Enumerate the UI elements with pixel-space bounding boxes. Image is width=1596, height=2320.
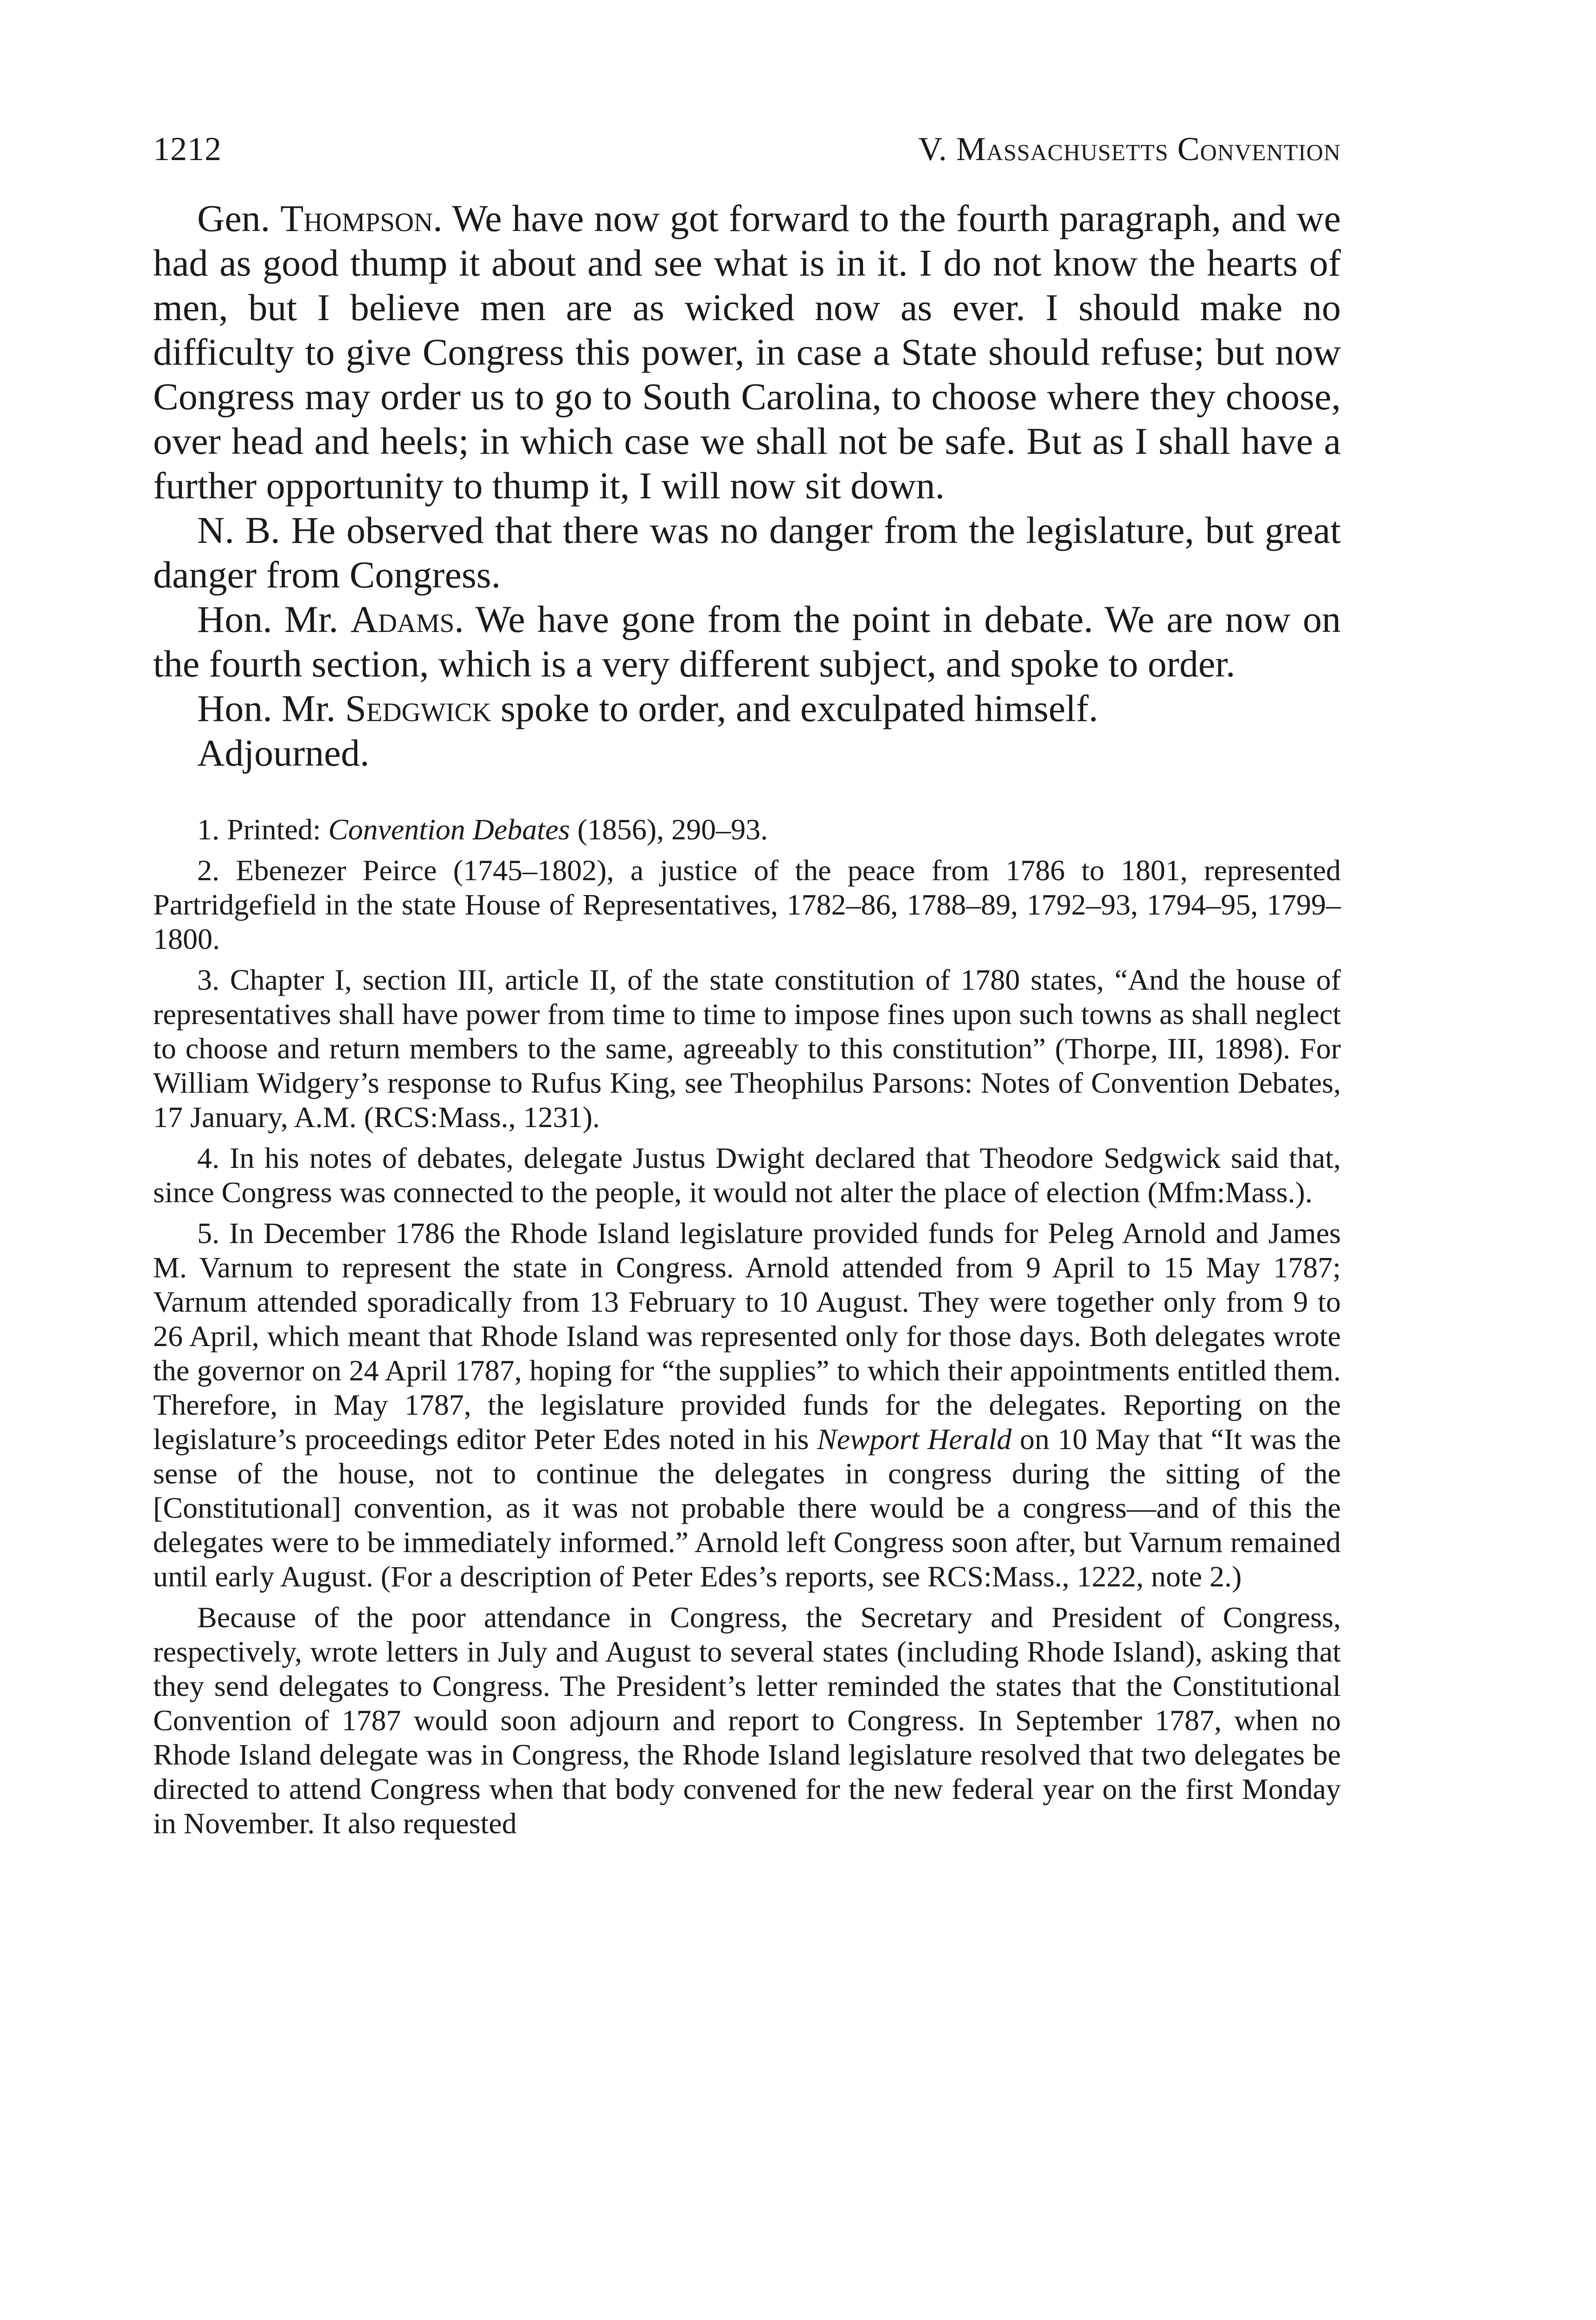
running-head [153,130,1341,168]
speaker-name: Adams [350,598,455,640]
footnote-5: 5. In December 1786 the Rhode Island legislature provided funds for Peleg Arnold and James M. Varnum to represent the state in Congress. Arnold attended from 9 April to 15 May 1787; Varnum attended sporadically from 13 February to 10 August. They were together only from 9 to 26 April, which meant that Rhode Island was represented only for those days. Both delegates wrote the governor on 24 April 1787, hoping for “the supplies” to which their appointments entitled them. Therefore, in May 1787, the legislature provided funds for the delegates. Reporting on the legislature’s proceedings editor Peter Edes noted in his Newport Herald on 10 May that “It was the sense of the house, not to continue the delegates in congress during the sitting of the [Constitutional] convention, as it was not probable there would be a congress—and of this the delegates were to be immediately informed.” Arnold left Congress soon after, but Varnum remained until early August. (For a description of Peter Edes’s reports, see RCS:Mass., 1222, note 2.) [153,1217,1341,1593]
footnotes [153,812,1341,1841]
footnote-3: 3. Chapter I, section III, article II, of the state constitution of 1780 states, “And the house of representatives shall have power from time to time to impose fines upon such towns as shall neglect to choose and return members to the same, agreeably to this constitution” (Thorpe, III, 1898). For William Widgery’s response to Rufus King, see Theophilus Parsons: Notes of Convention Debates, 17 January, A.M. (RCS:Mass., 1231). [153,963,1341,1134]
paragraph-adjourned: Adjourned. [197,732,370,774]
paragraph-adams: Hon. Mr. Adams. We have gone from the point in debate. We are now on the fourth section, which is a very different subject, and spoke to order. [153,598,1341,685]
footnote-5-continued: Because of the poor attendance in Congress, the Secretary and President of Congress, respectively, wrote letters in July and August to several states (including Rhode Island), asking that they send delegates to Congress. The President’s letter reminded the states that the Constitutional Convention of 1787 would soon adjourn and report to Congress. In September 1787, when no Rhode Island delegate was in Congress, the Rhode Island legislature resolved that two delegates be directed to attend Congress when that body convened for the new federal year on the first Monday in November. It also requested [153,1601,1341,1840]
paragraph-nb: N. B. He observed that there was no danger from the legislature, but great danger from Congress. [153,509,1341,596]
paragraph-sedgwick: Hon. Mr. Sedgwick spoke to order, and exculpated himself. [197,687,1098,729]
speaker-name: Thompson [280,197,433,239]
paragraph-thompson: Gen. Thompson. We have now got forward to the fourth paragraph, and we had as good thump it about and see what is in it. I do not know the hearts of men, but I believe men are as wicked now as ever. I should make no difficulty to give Congress this power, in case a State should refuse; but now Congress may order us to go to South Carolina, to choose where they choose, over head and heels; in which case we shall not be safe. But as I shall have a further opportunity to thump it, I will now sit down. [153,197,1341,507]
debate-text [153,196,1341,775]
document-page [153,130,1341,1847]
speaker-name: Sedgwick [345,687,491,729]
running-title: V. Massachusetts Convention [918,130,1341,168]
footnote-1: 1. Printed: Convention Debates (1856), 290–93. [197,813,768,846]
page-number: 1212 [153,130,222,168]
footnote-4: 4. In his notes of debates, delegate Justus Dwight declared that Theodore Sedgwick said that, since Congress was connected to the people, it would not alter the place of election (Mfm:Mass.). [153,1141,1341,1209]
footnote-2: 2. Ebenezer Peirce (1745–1802), a justice of the peace from 1786 to 1801, represented Partridgefield in the state House of Representatives, 1782–86, 1788–89, 1792–93, 1794–95, 1799–1800. [153,854,1341,955]
